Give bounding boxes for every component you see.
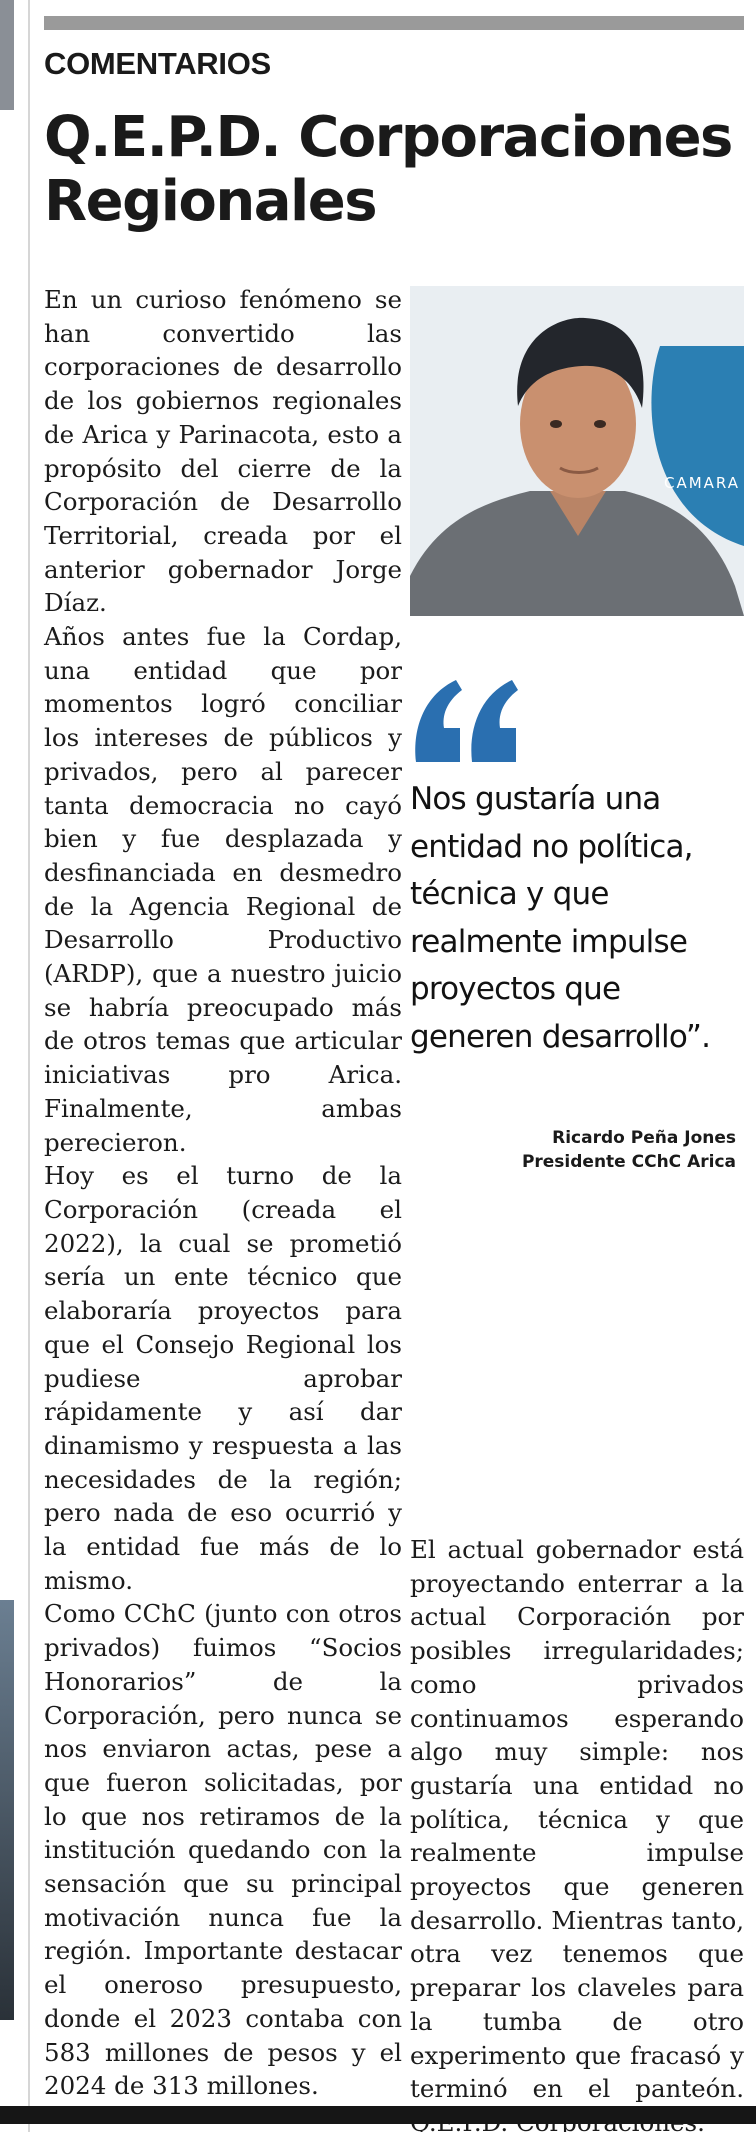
adjacent-page-edge-bottom [0, 1600, 14, 2020]
article-body-right-column [410, 1533, 744, 2132]
author-title: Presidente CChC Arica [521, 1152, 736, 1172]
pull-quote: Nos gustaría una entidad no política, técnica y que realmente impulse proyectos que generen desarrollo”. [410, 781, 711, 1055]
paragraph-2: Años antes fue la Cordap, una entidad que por momentos logró conciliar los intereses de públicos y privados, pero al parecer tanta democracia no cayó bien y fue desplazada y desfinanciada en desmedro de la Agencia Regional de Desarrollo Productivo (ARDP), que a nuestro juicio se habría preocupado más de otros temas que articular iniciativas pro Arica. Finalmente, ambas perecieron. [44, 622, 402, 1157]
quote-attribution [522, 1126, 736, 1174]
quote-mark-icon [412, 676, 522, 762]
author-name: Ricardo Peña Jones [552, 1128, 736, 1148]
paragraph-3: Hoy es el turno de la Corporación (creada el 2022), la cual se prometió sería un ente técnico que elaboraría proyectos para que el Consejo Regional los pudiese aprobar rápidamente y así dar dinamismo y respuesta a las necesidades de la región; pero nada de eso ocurrió y la entidad fue más de lo mismo. [44, 1161, 402, 1595]
author-portrait-illustration [410, 286, 744, 616]
article-body-left-column [44, 283, 402, 2103]
section-label: COMENTARIOS [44, 46, 271, 81]
page-bottom-bar [0, 2106, 756, 2124]
author-photo [410, 286, 744, 616]
column-rule [28, 0, 30, 2132]
paragraph-5: El actual gobernador está proyectando enterrar a la actual Corporación por posibles irregularidades; como privados continuamos esperando algo muy simple: nos gustaría una entidad no política, técnica y que realmente impulse proyectos que generen desarrollo. Mientras tanto, otra vez tenemos que preparar los claveles para la tumba de otro experimento que fracasó y terminó en el panteón. [410, 1535, 744, 2104]
chamber-logo-text: CAMARA [663, 474, 740, 492]
headline: Q.E.P.D. Corporaciones Regionales [44, 105, 732, 234]
paragraph-4: Como CChC (junto con otros privados) fuimos “Socios Honorarios” de la Corporación, pero nunca se nos enviaron actas, pese a que fueron solicitadas, por lo que nos retiramos de la institución quedando con la sensación que su principal motivación nunca fue la región. Importante destacar el oneroso presupuesto, donde el 2023 contaba con 583 millones de pesos y el 2024 de 313 millones. [44, 1599, 402, 2101]
paragraph-1: En un curioso fenómeno se han convertido las corporaciones de desarrollo de los gobiernos regionales de Arica y Parinacota, esto a propósito del cierre de la Corporación de Desarrollo Territorial, creada por el anterior gobernador Jorge Díaz. [44, 285, 402, 618]
left-eye [550, 420, 562, 428]
adjacent-page-edge-top [0, 0, 14, 110]
right-eye [594, 420, 606, 428]
section-top-bar [44, 16, 744, 30]
